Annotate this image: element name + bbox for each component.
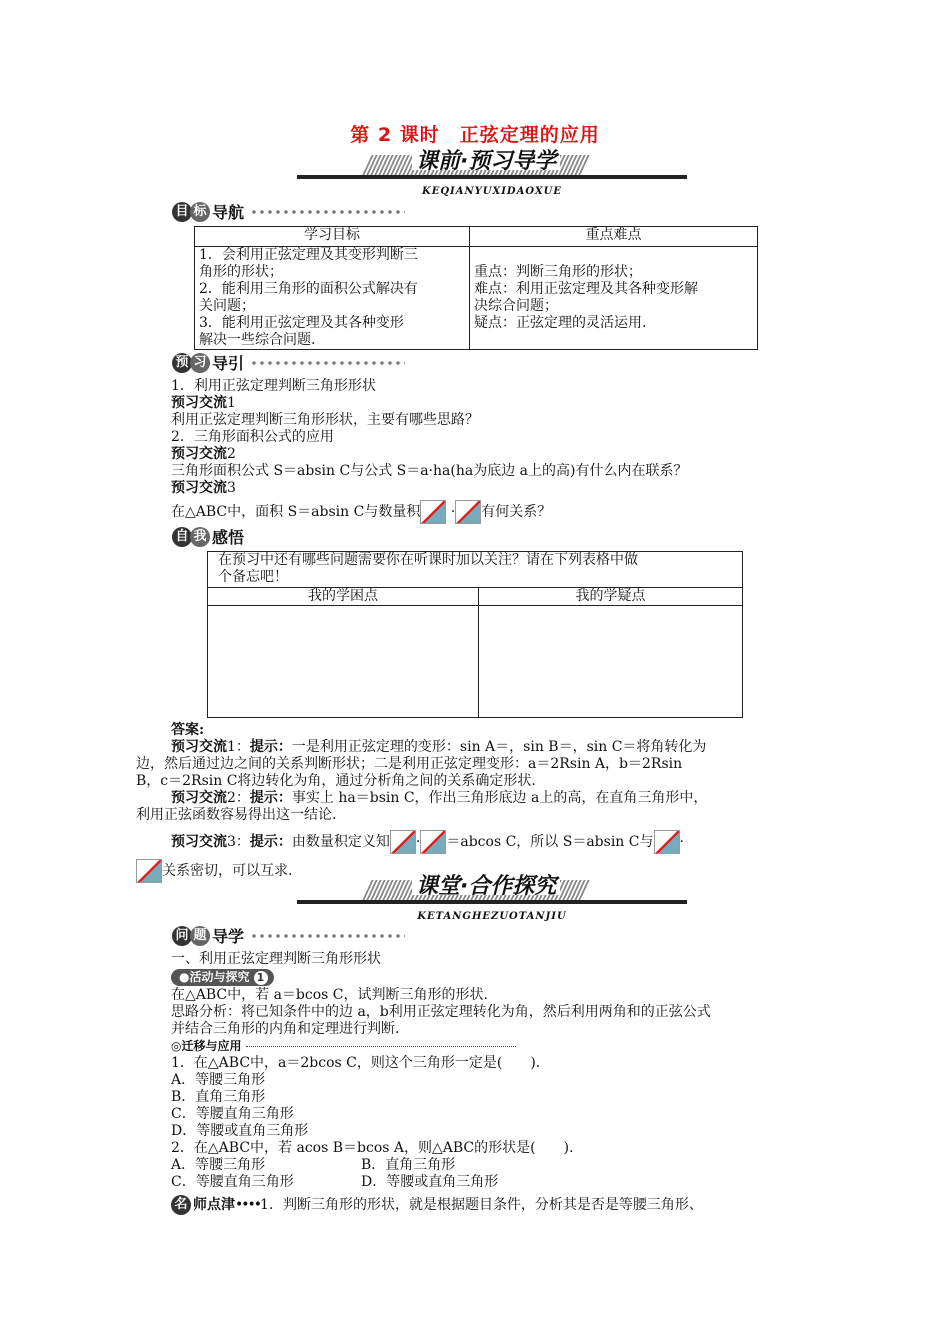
vector-image-icon [420,830,446,854]
section-question-header: 问 题 导学 [172,925,405,947]
answer-1-line2: 边，然后通过边之间的关系判断形状；二是利用正弦定理变形：a＝2Rsin A，b＝2Rsin [136,756,683,772]
preview-line-1: 1．利用正弦定理判断三角形形状 [171,378,376,394]
q1-option-a[interactable]: A．等腰三角形 [171,1072,266,1088]
banner-preview [297,149,687,197]
transfer-header: ◎ 迁移与应用 [171,1038,821,1055]
q1-option-d[interactable]: D．等腰或直角三角形 [171,1123,309,1139]
banner-class-sub: KETANGHEZUOTANJIU [417,911,567,922]
self-cell-2[interactable] [479,606,743,718]
q1-option-c[interactable]: C．等腰直角三角形 [171,1106,294,1122]
self-col-2: 我的学疑点 [479,588,743,606]
answer-1-line3: B，c＝2Rsin C将边转化为角，通过分析角之间的关系确定形状. [136,773,536,789]
preview-badge-icon: 预 习 [172,353,208,373]
banner-preview-text: 课前·预习导学 [412,153,560,170]
self-cell-1[interactable] [208,606,479,718]
goal-cell-left: 1．会利用正弦定理及其变形判断三 角形的形状； 2．能利用三角形的面积公式解决有 关问题； 3．能利用正弦定理及其各种变形 解决一些综合问题. [195,247,470,350]
answer-2: 预习交流2：提示：事实上 ha＝bsin C，作出三角形底边 a上的高，在直角三角形中， [171,790,708,806]
goal-badge-icon: 目 标 [172,202,208,222]
q2-options-row2 [171,1174,821,1191]
vector-image-icon [455,500,481,524]
preview-block [171,378,811,524]
banner-class [297,874,687,922]
vector-image-icon [654,830,680,854]
part1-p3: 并结合三角形的内角和定理进行判断. [171,1021,400,1037]
question-2: 2．在△ABC中，若 acos B＝bcos A，则△ABC的形状是( ). [171,1140,574,1156]
answers-head: 答案: [171,722,205,738]
part1-p1: 在△ABC中，若 a＝bcos C，试判断三角形的形状. [171,987,488,1003]
answer-1: 预习交流1：提示：一是利用正弦定理的变形：sin A＝，sin B＝，sin C＝将角转化为 [171,739,707,755]
teacher-tip: 名 师点津 •••• 1．判断三角形的形状，就是根据题目条件，分析其是否是等腰三角形、 [171,1195,821,1215]
section-preview-header: 预 习 导引 [172,352,405,374]
vector-image-icon [390,830,416,854]
q2-option-a[interactable]: A．等腰三角形 [171,1157,266,1173]
teacher-tip-icon: 名 [171,1195,189,1215]
question-1: 1．在△ABC中，a＝2bcos C，则这个三角形一定是( ). [171,1055,541,1071]
answer-3-line2: 关系密切，可以互求. [136,859,816,883]
question-badge-icon: 问 题 [172,926,208,946]
vector-image-icon [136,859,162,883]
q2-options-row1 [171,1157,821,1174]
preview-q1: 利用正弦定理判断三角形形状，主要有哪些思路？ [171,412,479,428]
vector-image-icon [420,500,446,524]
section-goal-header: 目 标 导航 [172,201,405,223]
preview-q3: 在△ABC中，面积 S＝absin C与数量积 · 有何关系？ [171,500,811,524]
self-table [207,551,743,718]
part1-block [171,951,821,1215]
self-intro: 在预习中还有哪些问题需要你在听课时加以关注？请在下列表格中做 个备忘吧！ [208,552,743,588]
goal-table [194,226,758,350]
answer-3: 预习交流3：提示：由数量积定义知 · ＝abcos C，所以 S＝absin C与 · [136,830,816,854]
preview-line-2: 2．三角形面积公式的应用 [171,429,334,445]
activity-badge: ● 活动与探究 1 [171,969,821,986]
goal-cell-right: 重点：判断三角形的形状； 难点：利用正弦定理及其各种变形解 决综合问题； 疑点：正弦定理的灵活运用. [470,247,758,350]
self-col-1: 我的学困点 [208,588,479,606]
answers-block [136,722,816,883]
preview-q2: 三角形面积公式 S＝absin C与公式 S＝a·ha(ha为底边 a上的高)有什么内在联系？ [171,463,688,479]
page-title: 第 2 课时 正弦定理的应用 [350,124,600,146]
goal-header-1: 学习目标 [195,227,470,247]
banner-preview-sub: KEQIANYUXIDAOXUE [422,186,562,197]
self-badge-icon: 自 我 [172,527,208,547]
preview-ex3: 预习交流3 [171,480,236,496]
preview-ex2: 预习交流2 [171,446,236,462]
section-self-header: 自 我 感悟 [172,526,244,548]
goal-header-2: 重点难点 [470,227,758,247]
q2-option-c[interactable]: C．等腰直角三角形 [171,1174,294,1190]
banner-class-text: 课堂·合作探究 [412,878,560,895]
part1-p2: 思路分析：将已知条件中的边 a，b利用正弦定理转化为角，然后利用两角和的正弦公式 [171,1004,711,1020]
answer-2-line2: 利用正弦函数容易得出这一结论. [136,807,337,823]
q1-option-b[interactable]: B．直角三角形 [171,1089,266,1105]
q2-option-d[interactable]: D．等腰或直角三角形 [361,1174,499,1190]
preview-ex1: 预习交流1 [171,395,236,411]
part1-head: 一、利用正弦定理判断三角形形状 [171,951,381,967]
q2-option-b[interactable]: B．直角三角形 [361,1157,456,1173]
